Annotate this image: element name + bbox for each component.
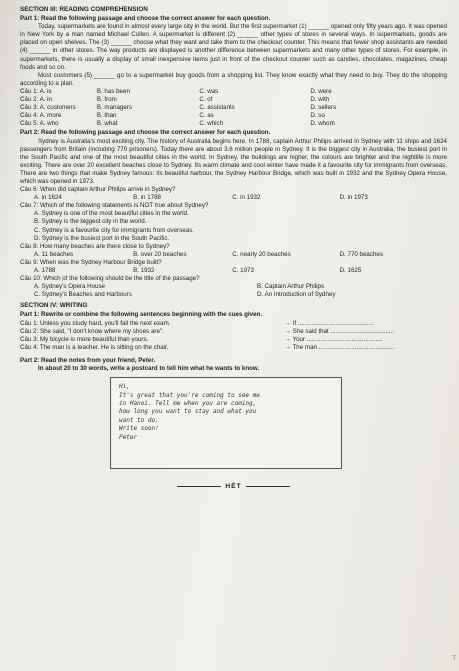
q8-option-a: A. 11 beaches	[34, 250, 74, 258]
q4-option-a: Câu 4: A. more	[20, 112, 62, 120]
writing-part-2-heading: Part 2: Read the notes from your friend, Peter.	[20, 356, 156, 364]
passage-paragraph-1: Today, supermarkets are found in almost every large city in the world. But the first supermarket (1) ______ opened only fifty years ago. It was opened in New York by a man named Michael Cullen. A supermarket is different (2) ______ other types of stores in several ways. In supermarkets, goods are placed on open shelves. The (3) ______ choose what they want and take them to the checkout counter. This means that fewer shop assistants are needed (4) ______ in other stores. The way products are displayed is another difference between supermarkets and many other types of stores. For example, in supermarkets, there is usually a display of small inexpensive items just in front of the checkout counter such as candies, chocolates, magazines, cheap foods and so on.	[20, 23, 447, 71]
note-line: Hi,	[119, 383, 130, 391]
q8-option-d: D. 770 beaches	[339, 250, 383, 258]
note-line: want to do.	[119, 416, 159, 424]
q6-options	[20, 194, 447, 202]
q10-option-a: A. Sydney's Opera House	[34, 283, 105, 291]
q4-option-c: C. as	[199, 112, 214, 120]
end-text: HẾT	[225, 483, 242, 491]
rewrite-item	[20, 320, 447, 328]
q8-option-c: C. nearly 20 beaches	[232, 250, 291, 258]
q3-option-c: C. assistants	[199, 104, 235, 112]
q9-option-c: C. 1973	[232, 267, 254, 274]
q8-options	[20, 251, 447, 259]
writing-part-1-heading: Part 1: Rewrite or combine the following sentences beginning with the cues given.	[20, 311, 263, 319]
q6-option-a: A. in 1624	[34, 194, 62, 202]
rewrite-3-cue[interactable]: → Your ............................................	[284, 335, 383, 343]
part-1-heading: Part 1: Read the following passage and choose the correct answer for each question.	[20, 15, 271, 23]
q2-option-a: Câu 2: A. in	[20, 96, 52, 104]
end-marker	[20, 483, 447, 491]
section-3-title: SECTION III: READING COMPREHENSION	[20, 6, 148, 13]
q5-option-d: D. whom	[310, 120, 335, 128]
q9-option-a: A. 1788	[34, 267, 56, 274]
rewrite-item	[20, 344, 447, 352]
q8-option-b: B. over 20 beaches	[133, 250, 187, 258]
q9-options	[20, 267, 447, 275]
rewrite-4-cue[interactable]: → The man ............................................	[284, 343, 395, 351]
q7-option-d: D. Sydney is the busiest port in the South Pacific.	[34, 234, 170, 242]
note-line: Write soon!	[119, 425, 159, 433]
rewrite-4-sentence: Câu 4: The man is a teacher. He is sitting on the chair.	[20, 343, 169, 351]
q7-options	[20, 210, 447, 242]
q7-option-b: B. Sydney is the biggest city in the world.	[34, 218, 147, 226]
q4-option-b: B. than	[96, 112, 117, 120]
rewrite-2-cue[interactable]: → She said that .....................................	[284, 327, 395, 335]
q6-option-c: C. in 1932	[232, 194, 261, 202]
q6-option-d: D. in 1973	[339, 194, 368, 202]
q10-options	[20, 283, 447, 299]
note-line: how long you want to stay and what you	[119, 408, 257, 416]
sydney-passage: Sydney is Australia's most exciting city. The history of Australia begins here. In 1788, captain Arthur Philips arrived in Sydney with 11 ships and 1624 passengers from Britain (including 770 prisoners). Today there are about 3.6 million people in Sydney. It is the biggest city in Australia, the busiest port in the South Pacific and one of the most beautiful cities in the world. In Sydney, the buildings are higher, the colours are brighter and the nightlife is more exciting. There are over 20 excellent beaches close to Sydney. Its warm climate and cool winter have made it a favourite city for immigrants from overseas. There are two things that make Sydney famous: its beautiful harbour, the Sydney Harbour Bridge, which was built in 1932 and the Sydney Opera House, which was opened in 1973.	[20, 137, 447, 185]
page-edge-mark: T	[452, 655, 456, 662]
q4-option-d: D. so	[310, 112, 325, 120]
part-2-heading: Part 2: Read the following passage and choose the correct answer for each question.	[20, 129, 271, 137]
q6-stem: Câu 6: When did captain Arthur Philips arrive in Sydney?	[20, 186, 176, 194]
question-row	[20, 120, 447, 128]
q1-option-d: D. were	[310, 87, 332, 95]
question-6	[20, 186, 447, 202]
q2-option-d: D. with	[310, 96, 330, 104]
rewrite-1-sentence: Câu 1: Unless you study hard, you'll fail the next exam.	[20, 319, 171, 327]
question-row	[20, 112, 447, 120]
q10-option-d: D. An Introduction of Sydney	[257, 291, 336, 299]
q8-stem: Câu 8: How many beaches are there close to Sydney?	[20, 242, 170, 250]
rewrite-item	[20, 328, 447, 336]
rewrite-item	[20, 336, 447, 344]
rewrite-2-sentence: Câu 2: She said, "I don't know where my shoes are".	[20, 327, 164, 335]
question-row	[20, 104, 447, 112]
divider	[246, 486, 290, 487]
q7-option-a: A. Sydney is one of the most beautiful cities in the world.	[34, 210, 189, 218]
rewrite-1-cue[interactable]: → If ............................................	[284, 319, 374, 327]
question-8	[20, 243, 447, 259]
q9-option-d: D. 1625	[339, 267, 362, 274]
rewrite-3-sentence: Câu 3: My bicycle is more beautiful than yours.	[20, 335, 149, 343]
q2-option-c: C. of	[199, 96, 213, 104]
q1-option-b: B. has been	[96, 87, 130, 95]
passage-paragraph-2: Most customers (5) ______ go to a supermarket buy goods from a shopping list. They know exactly what they need to buy. They do the shopping according to a plan.	[20, 71, 447, 87]
q10-stem: Câu 10: Which of the following should be the title of the passage?	[20, 275, 200, 283]
q5-option-b: B. what	[96, 120, 118, 128]
q1-option-c: C. was	[199, 87, 219, 95]
note-line: in Hanoi. Tell me when you are coming,	[119, 399, 257, 407]
q10-option-b: B. Captain Arthur Philips	[257, 283, 325, 291]
question-7	[20, 202, 447, 242]
q2-option-b: B. from	[96, 96, 117, 104]
divider	[177, 486, 221, 487]
rewrite-items	[20, 320, 447, 352]
part-1-questions	[20, 88, 447, 128]
postcard-note	[110, 377, 342, 469]
question-row	[20, 88, 447, 96]
note-signature: Peter	[119, 433, 138, 441]
q3-option-b: B. managers	[96, 104, 132, 112]
section-4-title: SECTION IV: WRITING	[20, 302, 88, 310]
q6-option-b: B. in 1788	[133, 194, 161, 202]
writing-part-2-instruction: In about 20 to 30 words, write a postcard to tell him what he wants to know.	[38, 365, 260, 373]
q10-option-c: C. Sydney's Beaches and Harbours	[34, 291, 132, 299]
q7-stem: Câu 7: Which of the following statements is NOT true about Sydney?	[20, 202, 209, 210]
q9-option-b: B. 1932	[133, 267, 155, 274]
note-line: It's great that you're coming to see me	[119, 391, 260, 399]
q3-option-a: Câu 3: A. customers	[20, 104, 76, 112]
supermarket-passage	[20, 23, 447, 88]
q5-option-a: Câu 5: A. who	[20, 120, 59, 128]
q7-option-c: C. Sydney is a favourite city for immigrants from overseas.	[34, 226, 194, 234]
question-10	[20, 275, 447, 299]
q9-stem: Câu 9: When was the Sydney Harbour Bridge built?	[20, 258, 162, 266]
q1-option-a: Câu 1: A. is	[20, 87, 52, 95]
q3-option-d: D. sellers	[310, 104, 337, 112]
question-9	[20, 259, 447, 275]
q5-option-c: C. which	[199, 120, 224, 128]
question-row	[20, 96, 447, 104]
